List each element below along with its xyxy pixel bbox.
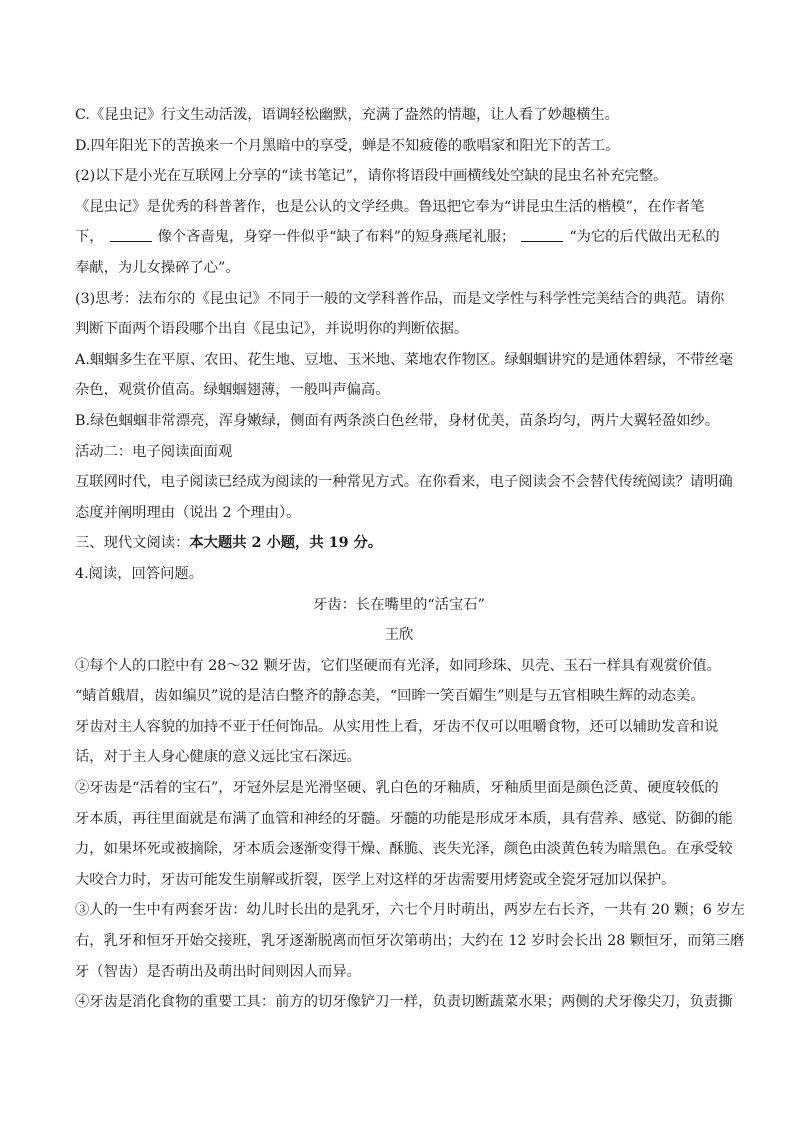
- article-author: 王欣: [384, 627, 414, 644]
- option-d: D.四年阳光下的苦换来一个月黑暗中的享受，蝉是不知疲倦的歌唱家和阳光下的苦工。: [75, 137, 620, 154]
- article-line: 话，对于主人身心健康的意义远比宝石深远。: [75, 749, 361, 766]
- question-4-prompt: 4.阅读，回答问题。: [75, 565, 204, 582]
- document-page: [75, 100, 745, 1018]
- article-line: ③人的一生中有两套牙齿：幼儿时长出的是乳牙，六七个月时萌出，两岁左右长齐，一共有 20 颗；6 岁左: [75, 902, 745, 919]
- question-2-passage-line-2: [75, 222, 723, 253]
- question-2-prompt: (2)以下是小光在互联网上分享的“读书笔记”，请你将语段中画横线处空缺的昆虫名补充完整。: [75, 168, 668, 185]
- section-detail: 本大题共 2 小题，共 19 分。: [189, 535, 383, 552]
- question-3-prompt-line-2: 判断下面两个语段哪个出自《昆虫记》，并说明你的判断依据。: [75, 321, 469, 338]
- fill-blank-1[interactable]: [110, 227, 152, 242]
- section-3-heading: [75, 528, 723, 559]
- passage-text: “为它的后代做出无私的: [569, 229, 720, 246]
- question-2-passage-line-1: 《昆虫记》是优秀的科普著作，也是公认的文学经典。鲁迅把它奉为“讲昆虫生活的楷模”，在作者笔: [75, 198, 705, 215]
- question-3-option-a-line-2: 杂色，观赏价值高。绿蝈蝈翅薄，一般叫声偏高。: [75, 382, 390, 399]
- article-line: 牙齿对主人容貌的加持不亚于任何饰品。从实用性上看，牙齿不仅可以咀嚼食物，还可以辅助发音和说: [75, 718, 719, 735]
- article-line: “蜻首蛾眉，齿如编贝”说的是洁白整齐的静态美，“回眸一笑百媚生”则是与五官相映生辉的动态美。: [75, 688, 705, 705]
- section-prefix: 三、现代文阅读：: [75, 535, 190, 552]
- article-line: ④牙齿是消化食物的重要工具：前方的切牙像铲刀一样，负责切断蔬菜水果；两侧的犬牙像尖刀，负责撕: [75, 994, 733, 1011]
- activity-2-line-1: 互联网时代，电子阅读已经成为阅读的一种常见方式。在你看来，电子阅读会不会替代传统阅读？请明确: [75, 474, 733, 491]
- activity-2-title: 活动二：电子阅读面面观: [75, 443, 233, 460]
- article-line: 大咬合力时，牙齿可能发生崩解或折裂，医学上对这样的牙齿需要用烤瓷或全瓷牙冠加以保护。: [75, 871, 676, 888]
- option-c: C.《昆虫记》行文生动活泼，语调轻松幽默，充满了盎然的情趣，让人看了妙趣横生。: [75, 107, 619, 123]
- question-3-option-a-line-1: A.蝈蝈多生在平原、农田、花生地、豆地、玉米地、菜地农作物区。绿蝈蝈讲究的是通体碧绿，不带丝毫: [75, 351, 734, 368]
- question-2-passage-line-3: 奉献，为儿女操碎了心”。: [75, 259, 240, 276]
- article-line: 右，乳牙和恒牙开始交接班，乳牙逐渐脱离而恒牙次第萌出；大约在 12 岁时会长出 28 颗恒牙，而第三磨: [75, 933, 745, 950]
- article-line: ①每个人的口腔中有 28～32 颗牙齿，它们坚硬而有光泽，如同珍珠、贝壳、玉石一样具有观赏价值。: [75, 657, 721, 674]
- question-3-prompt-line-1: (3)思考：法布尔的《昆虫记》不同于一般的文学科普作品，而是文学性与科学性完美结合的典范。请你: [75, 290, 725, 307]
- article-line: 力，如果坏死或被摘除，牙本质会逐渐变得干燥、酥脆、丧失光泽，颜色由淡黄色转为暗黑色。在承受较: [75, 841, 733, 858]
- passage-text: 像个吝啬鬼，身穿一件似乎“缺了布料”的短身燕尾礼服；: [157, 229, 516, 246]
- article-title: 牙齿：长在嘴里的“活宝石”: [313, 596, 485, 613]
- activity-2-line-2: 态度并阐明理由（说出 2 个理由）。: [75, 504, 301, 521]
- passage-text: 下，: [75, 229, 104, 246]
- article-line: 牙本质，再往里面就是布满了血管和神经的牙髓。牙髓的功能是形成牙本质，具有营养、感觉、防御的能: [75, 810, 733, 827]
- question-3-option-b: B.绿色蝈蝈非常漂亮，浑身嫩绿，侧面有两条淡白色丝带，身材优美，苗条均匀，两片大翼轻盈如纱。: [75, 412, 720, 429]
- fill-blank-2[interactable]: [521, 227, 563, 242]
- article-line: 牙（智齿）是否萌出及萌出时间则因人而异。: [75, 963, 361, 980]
- article-line: ②牙齿是“活着的宝石”，牙冠外层是光滑坚硬、乳白色的牙釉质，牙釉质里面是颜色泛黄、硬度较低的: [75, 780, 719, 797]
